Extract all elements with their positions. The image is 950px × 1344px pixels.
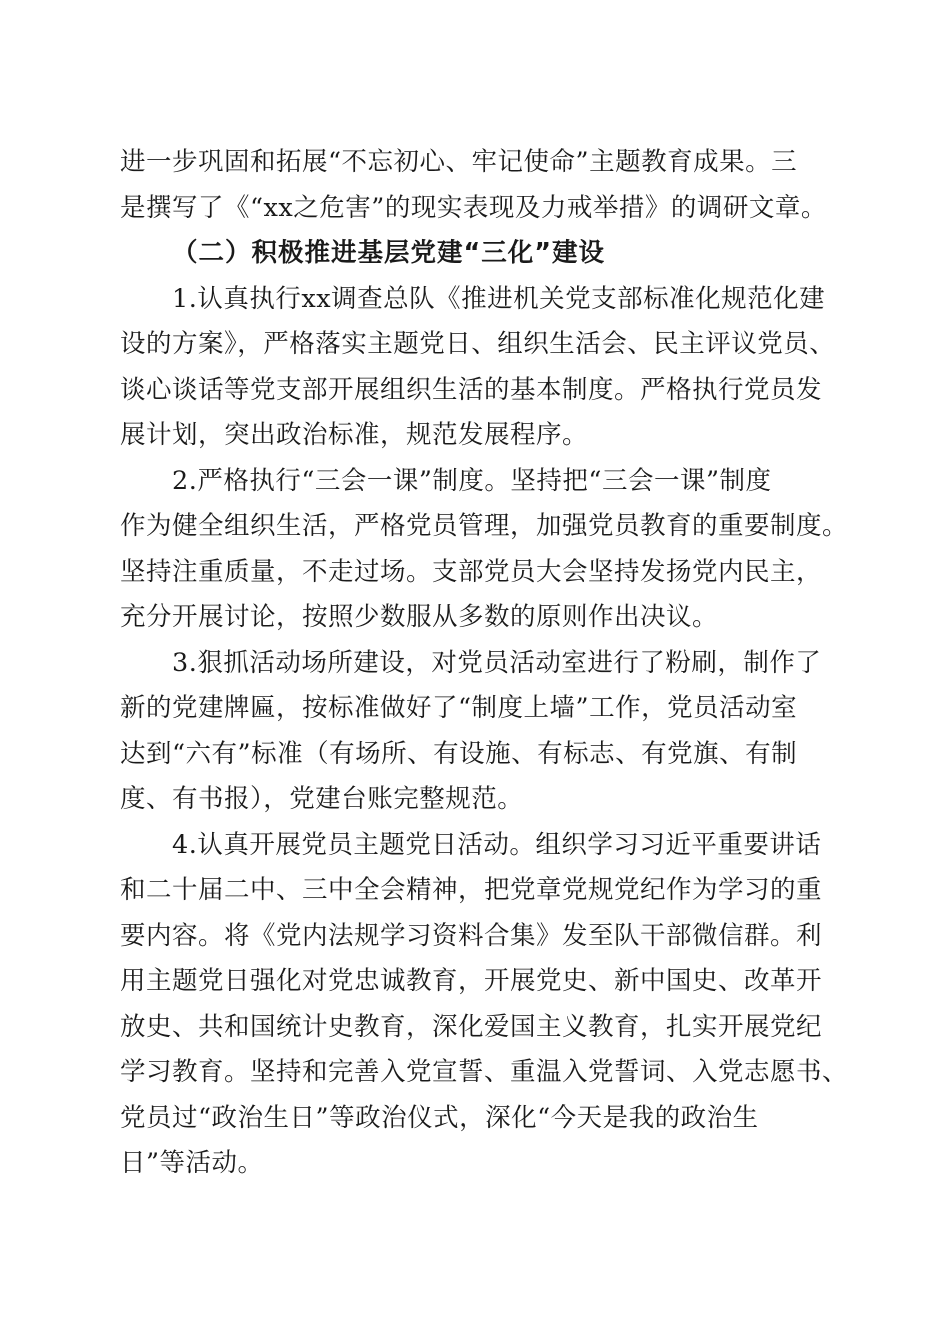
paragraph-line: 达到“六有”标准（有场所、有设施、有标志、有党旗、有制 <box>120 739 798 769</box>
paragraph-line: 作为健全组织生活，严格党员管理，加强党员教育的重要制度。 <box>120 511 849 541</box>
paragraph-line: 是撰写了《“xx之危害”的现实表现及力戒举措》的调研文章。 <box>120 193 827 223</box>
paragraph-line: 日”等活动。 <box>120 1148 264 1178</box>
paragraph-line: 1.认真执行xx调查总队《推进机关党支部标准化规范化建 <box>172 284 826 314</box>
paragraph-line: 进一步巩固和拓展“不忘初心、牢记使命”主题教育成果。三 <box>120 147 798 177</box>
paragraph-line: 度、有书报），党建台账完整规范。 <box>120 784 524 814</box>
paragraph-line: 学习教育。坚持和完善入党宣誓、重温入党誓词、入党志愿书、 <box>120 1057 849 1087</box>
paragraph-line: 3.狠抓活动场所建设，对党员活动室进行了粉刷，制作了 <box>172 648 822 678</box>
paragraph-line: 党员过“政治生日”等政治仪式，深化“今天是我的政治生 <box>120 1103 759 1133</box>
section-heading: （二）积极推进基层党建“三化”建设 <box>172 238 606 268</box>
paragraph-line: 展计划，突出政治标准，规范发展程序。 <box>120 420 589 450</box>
paragraph-line: 用主题党日强化对党忠诚教育，开展党史、新中国史、改革开 <box>120 966 823 996</box>
paragraph-line: 要内容。将《党内法规学习资料合集》发至队干部微信群。利 <box>120 921 823 951</box>
paragraph-line: 充分开展讨论，按照少数服从多数的原则作出决议。 <box>120 602 719 632</box>
paragraph-line: 4.认真开展党员主题党日活动。组织学习习近平重要讲话 <box>172 830 822 860</box>
paragraph-line: 设的方案》，严格落实主题党日、组织生活会、民主评议党员、 <box>120 329 836 359</box>
paragraph-line: 新的党建牌匾，按标准做好了“制度上墙”工作，党员活动室 <box>120 693 798 723</box>
paragraph-line: 坚持注重质量，不走过场。支部党员大会坚持发扬党内民主， <box>120 557 823 587</box>
paragraph-line: 放史、共和国统计史教育，深化爱国主义教育，扎实开展党纪 <box>120 1012 823 1042</box>
paragraph-line: 和二十届二中、三中全会精神，把党章党规党纪作为学习的重 <box>120 875 823 905</box>
paragraph-line: 谈心谈话等党支部开展组织生活的基本制度。严格执行党员发 <box>120 375 823 405</box>
paragraph-line: 2.严格执行“三会一课”制度。坚持把“三会一课”制度 <box>172 466 772 496</box>
